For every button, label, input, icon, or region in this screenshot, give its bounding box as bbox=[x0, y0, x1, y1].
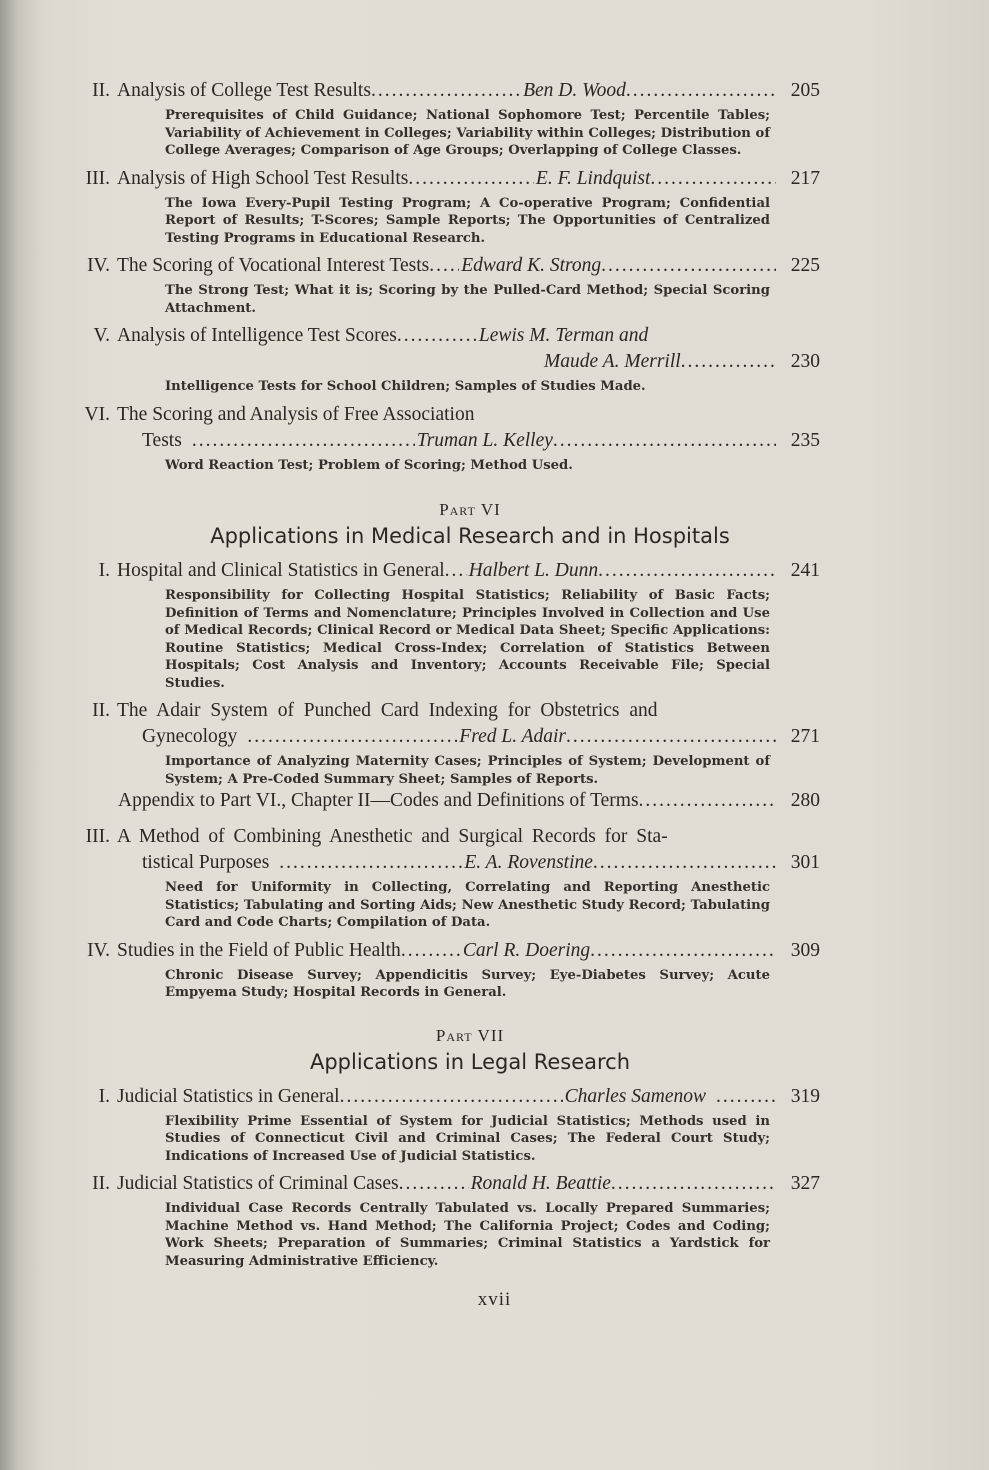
page-number: 271 bbox=[790, 726, 820, 747]
chapter-summary: Prerequisites of Child Guidance; National Sophomore Test; Percentile Tables; Variability of Achievement in Colleges; Variability within Colleges; Distribution of College Averages; Comparison of Age Groups; Overlapping of College Classes. bbox=[165, 108, 770, 158]
toc-entry bbox=[60, 698, 820, 814]
appendix-entry bbox=[60, 788, 820, 814]
toc-entry bbox=[60, 78, 820, 160]
chapter-number: I. bbox=[98, 560, 110, 581]
page-number: 309 bbox=[790, 939, 820, 961]
chapter-number: IV. bbox=[87, 255, 110, 276]
toc-entry bbox=[60, 323, 820, 396]
chapter-summary: Individual Case Records Centrally Tabulated vs. Locally Prepared Summaries; Machine Method vs. Hand Method; The California Project; Codes and Coding; Work Sheets; Preparation of Summaries; Criminal Statistics a Yardstick for Measuring Administrative Efficiency. bbox=[165, 1201, 770, 1269]
chapter-title: Hospital and Clinical Statistics in General bbox=[117, 560, 445, 581]
chapter-number: II. bbox=[92, 80, 110, 101]
toc-entry bbox=[60, 938, 820, 1002]
toc-entry bbox=[60, 402, 820, 475]
leader-dots bbox=[681, 349, 776, 375]
leader-dots bbox=[279, 850, 462, 876]
page-number: 301 bbox=[790, 852, 820, 873]
leader-dots bbox=[553, 428, 776, 454]
leader-dots bbox=[401, 938, 461, 964]
chapter-author: Maude A. Merrill bbox=[544, 351, 681, 372]
page-number: 217 bbox=[790, 167, 820, 189]
chapter-author: Charles Samenow bbox=[564, 1085, 706, 1107]
part-label: Part VI bbox=[439, 500, 501, 519]
chapter-author: E. F. Lindquist bbox=[535, 167, 651, 189]
chapter-author: Carl R. Doering bbox=[462, 939, 591, 961]
leader-dots bbox=[566, 724, 776, 750]
leader-dots bbox=[399, 1171, 469, 1197]
toc-entry bbox=[60, 253, 820, 317]
chapter-number: VI. bbox=[84, 403, 110, 425]
part-title: Applications in Legal Research bbox=[309, 1049, 631, 1074]
part-title: Applications in Medical Research and in Hospitals bbox=[210, 524, 730, 548]
chapter-author: Edward K. Strong bbox=[461, 255, 602, 276]
chapter-title: Judicial Statistics of Criminal Cases bbox=[117, 1173, 399, 1194]
chapter-summary: Importance of Analyzing Maternity Cases; Principles of System; Development of System; A Pre-Coded Summary Sheet; Samples of Reports. bbox=[165, 754, 770, 787]
leader-dots bbox=[639, 788, 776, 814]
leader-dots bbox=[590, 938, 776, 964]
toc-entry bbox=[60, 558, 820, 692]
appendix-title: Appendix to Part VI., Chapter II—Codes and Definitions of Terms bbox=[118, 790, 639, 811]
chapter-summary: Need for Uniformity in Collecting, Correlating and Reporting Anesthetic Statistics; Tabulating and Sorting Aids; New Anesthetic Study Record; Tabulating Card and Code Charts; Compilation of Data. bbox=[165, 880, 770, 930]
chapter-number: III. bbox=[85, 167, 110, 189]
chapter-author: Halbert L. Dunn bbox=[468, 560, 599, 581]
leader-dots bbox=[593, 850, 776, 876]
leader-dots bbox=[601, 253, 776, 279]
page-number: 319 bbox=[790, 1085, 820, 1107]
leader-dots bbox=[626, 78, 776, 104]
toc-entry bbox=[60, 824, 820, 932]
chapter-author: Ronald H. Beattie bbox=[470, 1173, 611, 1194]
chapter-title: Judicial Statistics in General bbox=[117, 1085, 340, 1107]
leader-dots bbox=[429, 253, 459, 279]
leader-dots bbox=[371, 78, 521, 104]
chapter-summary: The Strong Test; What it is; Scoring by the Pulled-Card Method; Special Scoring Attachment. bbox=[165, 283, 770, 316]
page-folio: xvii bbox=[477, 1289, 512, 1310]
leader-dots bbox=[247, 724, 457, 750]
leader-dots bbox=[192, 428, 415, 454]
chapter-number: III. bbox=[85, 826, 110, 847]
leader-dots bbox=[716, 1084, 776, 1110]
chapter-title: Analysis of Intelligence Test Scores bbox=[117, 325, 397, 346]
chapter-summary: The Iowa Every-Pupil Testing Program; A Co-operative Program; Confidential Report of Results; T-Scores; Sample Reports; The Opportunities of Centralized Testing Programs in Educational Research. bbox=[165, 195, 770, 246]
chapter-title: A Method of Combining Anesthetic and Surgical Records for Sta- bbox=[117, 826, 668, 847]
toc-entry bbox=[60, 166, 820, 248]
leader-dots bbox=[408, 166, 534, 192]
chapter-title-continued: Tests bbox=[142, 429, 182, 451]
chapter-summary: Flexibility Prime Essential of System for Judicial Statistics; Methods used in Studies of Connecticut Civil and Criminal Cases; The Federal Court Study; Indications of Increased Use of Judicial Statistics. bbox=[165, 1113, 770, 1164]
toc-entry bbox=[60, 1084, 820, 1166]
chapter-title: The Adair System of Punched Card Indexing for Obstetrics and bbox=[117, 700, 658, 721]
table-of-contents bbox=[60, 78, 820, 1270]
leader-dots bbox=[650, 166, 776, 192]
page-number: 327 bbox=[790, 1173, 820, 1194]
chapter-number: II. bbox=[92, 1173, 110, 1194]
leader-dots bbox=[445, 558, 467, 584]
chapter-title: The Scoring of Vocational Interest Tests bbox=[117, 255, 430, 276]
chapter-author: Truman L. Kelley bbox=[416, 429, 553, 451]
chapter-author: Lewis M. Terman and bbox=[478, 325, 649, 346]
chapter-author: E. A. Rovenstine bbox=[464, 852, 593, 873]
part-heading bbox=[60, 1026, 820, 1074]
chapter-summary: Responsibility for Collecting Hospital Statistics; Reliability of Basic Facts; Definition of Terms and Nomenclature; Principles Involved in Collection and Use of Medical Records; Clinical Record or Medical Data Sheet; Specific Applications: Routine Statistics; Medical Cross-Index; Correlation of Statistics Between Hospitals; Cost Analysis and Inventory; Accounts Receivable File; Special Studies. bbox=[165, 588, 770, 691]
chapter-summary: Chronic Disease Survey; Appendicitis Survey; Eye-Diabetes Survey; Acute Empyema Study; Hospital Records in General. bbox=[165, 967, 770, 1000]
chapter-author: Ben D. Wood bbox=[523, 80, 626, 101]
page-number: 280 bbox=[790, 790, 820, 811]
chapter-number: II. bbox=[92, 700, 110, 721]
chapter-summary: Intelligence Tests for School Children; Samples of Studies Made. bbox=[165, 379, 646, 394]
part-heading bbox=[60, 500, 820, 548]
chapter-title: The Scoring and Analysis of Free Association bbox=[117, 403, 475, 425]
leader-dots bbox=[611, 1171, 776, 1197]
part-label: Part VII bbox=[435, 1025, 505, 1045]
leader-dots bbox=[397, 323, 477, 349]
chapter-title-continued: Gynecology bbox=[142, 726, 238, 747]
chapter-title-continued: tistical Purposes bbox=[142, 852, 270, 873]
chapter-title: Analysis of High School Test Results bbox=[117, 167, 409, 189]
leader-dots bbox=[598, 558, 776, 584]
page-number: 235 bbox=[790, 429, 820, 451]
chapter-number: I. bbox=[98, 1085, 110, 1107]
page-number: 205 bbox=[790, 80, 820, 101]
page-number: 241 bbox=[790, 560, 820, 581]
chapter-number: IV. bbox=[87, 939, 110, 961]
page-number: 230 bbox=[790, 351, 820, 372]
chapter-title: Analysis of College Test Results bbox=[117, 80, 371, 101]
leader-dots bbox=[340, 1084, 563, 1110]
chapter-number: V. bbox=[93, 325, 110, 346]
chapter-title: Studies in the Field of Public Health bbox=[117, 939, 401, 961]
toc-entry bbox=[60, 1171, 820, 1270]
chapter-author: Fred L. Adair bbox=[459, 726, 567, 747]
chapter-summary: Word Reaction Test; Problem of Scoring; Method Used. bbox=[165, 457, 573, 473]
page-number: 225 bbox=[790, 255, 820, 276]
